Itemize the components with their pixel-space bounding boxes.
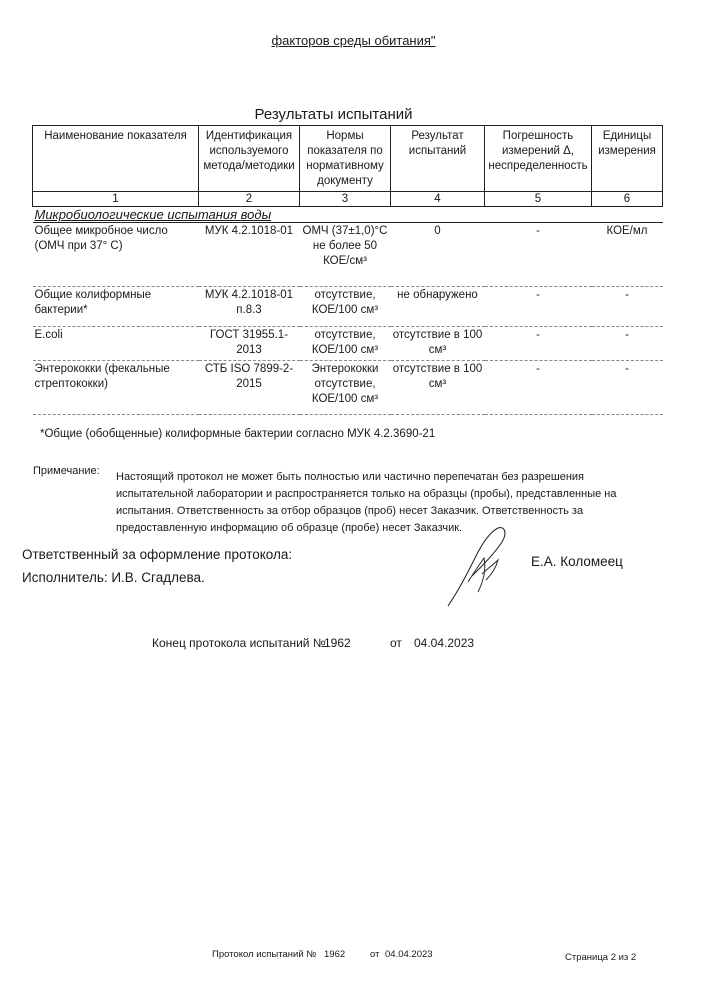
signer-name: Е.А. Коломеец: [531, 554, 623, 569]
col-header: Идентификация используемого метода/методики: [199, 126, 300, 192]
executor: Исполнитель: И.В. Сгадлева.: [22, 570, 205, 585]
footer-date: 04.04.2023: [385, 949, 433, 960]
section-row: [33, 207, 663, 223]
table-cell: -: [592, 361, 663, 415]
table-cell: -: [485, 327, 592, 361]
end-date: 04.04.2023: [414, 636, 475, 650]
table-cell: отсутствие в 100 см³: [391, 327, 485, 361]
table-cell: ОМЧ (37±1,0)°С не более 50 КОЕ/см³: [300, 223, 391, 287]
end-label: Конец протокола испытаний №: [152, 636, 326, 650]
end-number: 1962: [324, 636, 351, 650]
table-cell: КОЕ/мл: [592, 223, 663, 287]
table-cell: 0: [391, 223, 485, 287]
column-numbers-row: [33, 192, 663, 207]
footnote: *Общие (обобщенные) колиформные бактерии согласно МУК 4.2.3690-21: [40, 428, 436, 440]
table-row: [33, 327, 663, 361]
results-table: [32, 125, 663, 415]
end-from: от: [390, 636, 402, 650]
col-header: Единицы измерения: [592, 126, 663, 192]
responsible-label: Ответственный за оформление протокола:: [22, 547, 293, 562]
col-number: 2: [199, 192, 300, 207]
table-cell: СТБ ISO 7899-2-2015: [199, 361, 300, 415]
table-cell: отсутствие в 100 см³: [391, 361, 485, 415]
table-cell: не обнаружено: [391, 287, 485, 327]
col-header: Результат испытаний: [391, 126, 485, 192]
note-text: Настоящий протокол не может быть полностью или частично перепечатан без разрешения испытательной лаборатории и распространяется только на образцы (пробы), представленные на испытания. Ответственность за отбор образцов (проб) несет Заказчик. Ответственность за предоставленную информацию об образце (пробе) несет Заказчик.: [116, 471, 617, 534]
table-cell: отсутствие, КОЕ/100 см³: [300, 287, 391, 327]
table-row: [33, 223, 663, 287]
table-cell: -: [592, 327, 663, 361]
signature-icon: [438, 522, 528, 610]
table-cell: Общие колиформные бактерии*: [33, 287, 199, 327]
col-header: Наименование показателя: [33, 126, 199, 192]
footer-label: Протокол испытаний №: [212, 949, 317, 960]
table-row: [33, 287, 663, 327]
table-cell: ГОСТ 31955.1-2013: [199, 327, 300, 361]
table-cell: E.coli: [33, 327, 199, 361]
footer-number: 1962: [324, 949, 346, 960]
table-cell: отсутствие, КОЕ/100 см³: [300, 327, 391, 361]
table-cell: МУК 4.2.1018-01: [199, 223, 300, 287]
table-cell: -: [485, 223, 592, 287]
table-cell: -: [592, 287, 663, 327]
footer-from: от: [370, 949, 380, 960]
col-number: 6: [592, 192, 663, 207]
table-cell: Энтерококки (фекальные стрептококки): [33, 361, 199, 415]
table-row: [33, 361, 663, 415]
header-fragment: факторов среды обитания": [271, 33, 436, 48]
note-label: Примечание:: [33, 465, 100, 477]
footer-page: Страница 2 из 2: [565, 952, 637, 963]
table-cell: МУК 4.2.1018-01 п.8.3: [199, 287, 300, 327]
table-cell: Общее микробное число (ОМЧ при 37° С): [33, 223, 199, 287]
col-header: Нормы показателя по нормативному документу: [300, 126, 391, 192]
col-number: 3: [300, 192, 391, 207]
col-number: 1: [33, 192, 199, 207]
col-number: 5: [485, 192, 592, 207]
section-title: Микробиологические испытания воды: [33, 207, 663, 223]
page-footer: [0, 949, 707, 963]
table-cell: -: [485, 361, 592, 415]
col-number: 4: [391, 192, 485, 207]
table-cell: Энтерококки отсутствие, КОЕ/100 см³: [300, 361, 391, 415]
col-header: Погрешность измерений Δ, неспределенность: [485, 126, 592, 192]
page-title: Результаты испытаний: [254, 106, 413, 123]
table-header-row: [33, 126, 663, 192]
table-cell: -: [485, 287, 592, 327]
